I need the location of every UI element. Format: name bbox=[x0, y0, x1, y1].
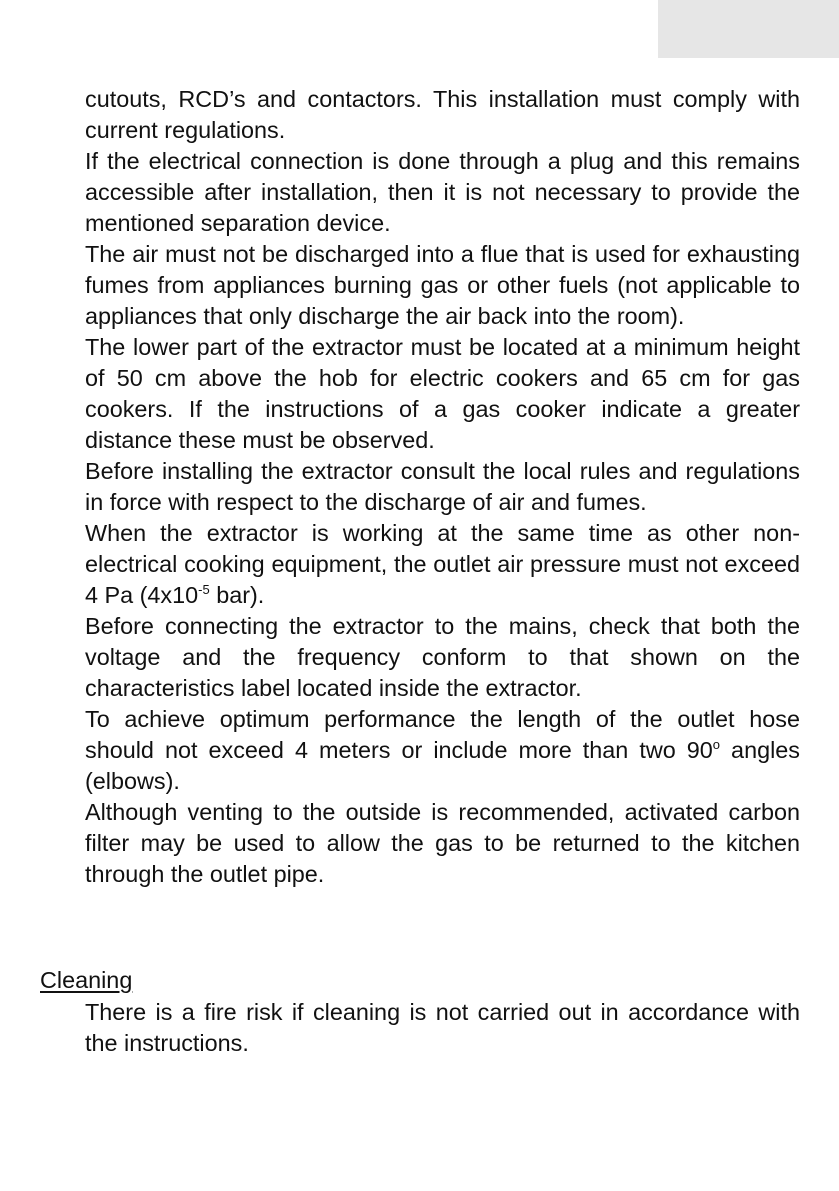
pressure-unit: bar). bbox=[209, 582, 265, 608]
paragraph-outlet-hose bbox=[85, 704, 800, 797]
paragraph-local-rules: Before installing the extractor consult the local rules and regulations in force with respect to the discharge of air and fumes. bbox=[85, 458, 800, 515]
pressure-text: When the extractor is working at the same time as other non-electrical cooking equipment, the outlet air pressure must not exceed 4 Pa (4x10 bbox=[85, 520, 800, 608]
paragraph-cutouts: cutouts, RCD’s and contactors. This installation must comply with current regulations. bbox=[85, 86, 800, 143]
paragraph-flue-discharge: The air must not be discharged into a flue that is used for exhausting fumes from appliances burning gas or other fuels (not applicable to appliances that only discharge the air back into the room). bbox=[85, 241, 800, 329]
paragraph-plug-connection: If the electrical connection is done through a plug and this remains accessible after installation, then it is not necessary to provide the mentioned separation device. bbox=[85, 148, 800, 236]
installation-text bbox=[85, 84, 800, 890]
paragraph-mains-check: Before connecting the extractor to the mains, check that both the voltage and the frequency conform to that shown on the characteristics label located inside the extractor. bbox=[85, 613, 800, 701]
paragraph-carbon-filter: Although venting to the outside is recommended, activated carbon filter may be used to allow the gas to be returned to the kitchen through the outlet pipe. bbox=[85, 799, 800, 887]
paragraph-outlet-pressure bbox=[85, 518, 800, 611]
paragraph-mounting-height: The lower part of the extractor must be located at a minimum height of 50 cm above the hob for electric cookers and 65 cm for gas cookers. If the instructions of a gas cooker indicate a greater distance these must be observed. bbox=[85, 334, 800, 453]
cleaning-paragraph: There is a fire risk if cleaning is not carried out in accordance with the instructions. bbox=[85, 999, 800, 1056]
pressure-exponent: -5 bbox=[198, 582, 210, 597]
degree-symbol: o bbox=[712, 737, 721, 752]
cleaning-heading: Cleaning bbox=[40, 967, 133, 993]
hose-angles: angles (elbows). bbox=[85, 737, 800, 794]
page-corner-tab bbox=[658, 0, 839, 58]
hose-text: To achieve optimum performance the length of the outlet hose should not exceed 4 meters or include more than two 90 bbox=[85, 706, 800, 763]
